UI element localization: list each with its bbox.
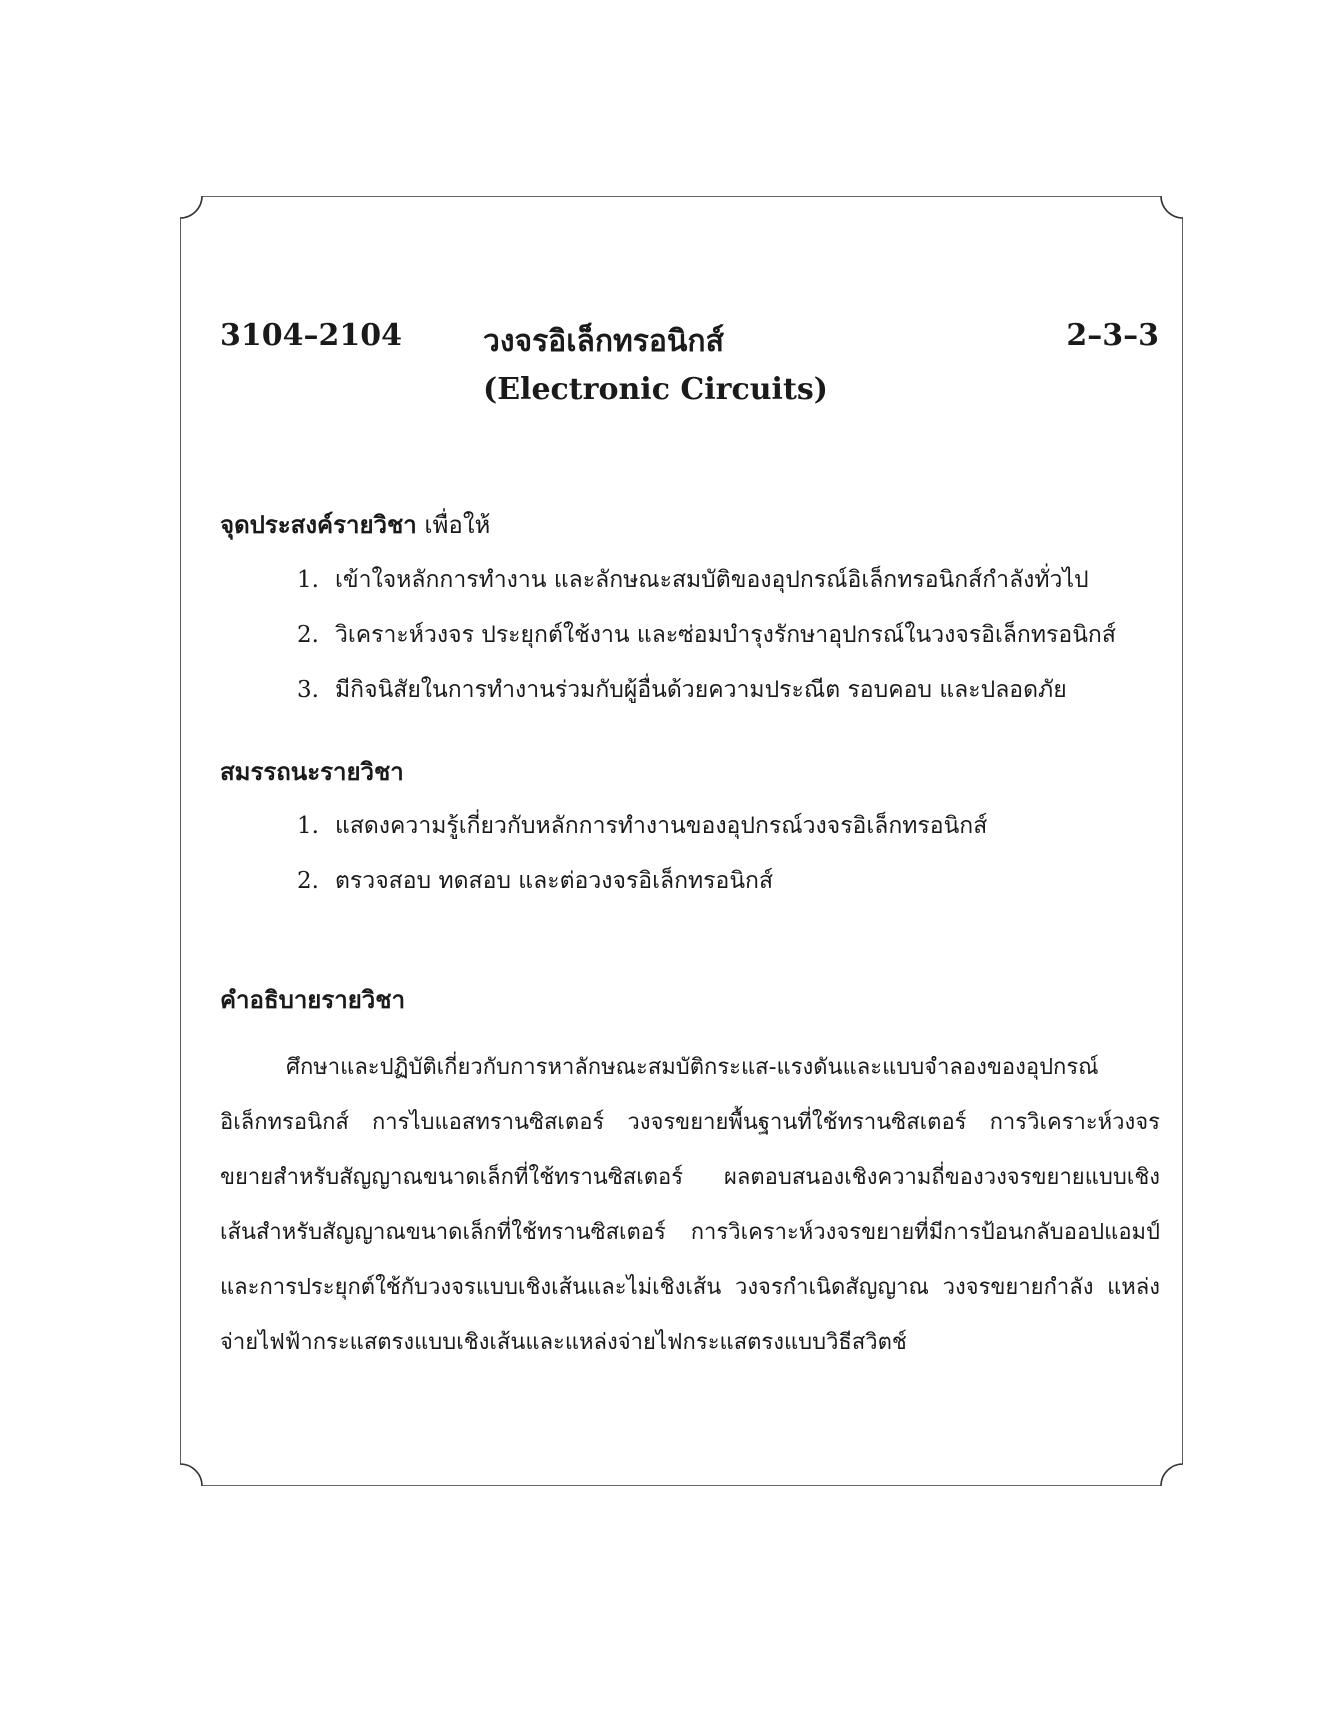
list-text: มีกิจนิสัยในการทำงานร่วมกับผู้อื่นด้วยความประณีต รอบคอบ และปลอดภัย <box>335 677 1067 703</box>
list-number: 1. <box>297 813 319 839</box>
list-text: วิเคราะห์วงจร ประยุกต์ใช้งาน และซ่อมบำรุงรักษาอุปกรณ์ในวงจรอิเล็กทรอนิกส์ <box>335 622 1116 648</box>
competency-item <box>297 863 773 899</box>
description-heading <box>220 980 405 1019</box>
list-number: 2. <box>297 868 319 894</box>
course-title-english: (Electronic Circuits) <box>483 372 828 407</box>
course-credit-hours: 2–3–3 <box>1066 318 1159 353</box>
list-number: 1. <box>297 567 319 593</box>
objective-item <box>297 672 1067 708</box>
competencies-heading <box>220 752 404 791</box>
competency-item <box>297 808 987 844</box>
list-number: 2. <box>297 622 319 648</box>
course-code: 3104–2104 <box>220 318 402 353</box>
course-title-thai: วงจรอิเล็กทรอนิกส์ <box>483 324 724 359</box>
objective-item <box>297 562 1089 598</box>
competencies-heading-label: สมรรถนะรายวิชา <box>220 758 404 786</box>
objectives-heading-suffix: เพื่อให้ <box>416 511 491 539</box>
objectives-heading <box>220 505 490 544</box>
list-text: เข้าใจหลักการทำงาน และลักษณะสมบัติของอุปกรณ์อิเล็กทรอนิกส์กำลังทั่วไป <box>335 567 1089 593</box>
description-heading-label: คำอธิบายรายวิชา <box>220 986 406 1014</box>
objectives-heading-label: จุดประสงค์รายวิชา <box>220 511 417 539</box>
objective-item <box>297 617 1116 653</box>
description-body: ศึกษาและปฏิบัติเกี่ยวกับการหาลักษณะสมบัติกระแส-แรงดันและแบบจำลองของอุปกรณ์อิเล็กทรอนิกส์ การไบแอสทรานซิสเตอร์ วงจรขยายพื้นฐานที่ใช้ทรานซิสเตอร์ การวิเคราะห์วงจรขยายสำหรับสัญญาณขนาดเล็กที่ใช้ทรานซิสเตอร์ ผลตอบสนองเชิงความถี่ของวงจรขยายแบบเชิงเส้นสำหรับสัญญาณขนาดเล็กที่ใช้ทรานซิสเตอร์ การวิเคราะห์วงจรขยายที่มีการป้อนกลับออปแอมป์และการประยุกต์ใช้กับวงจรแบบเชิงเส้นและไม่เชิงเส้น วงจรกำเนิดสัญญาณ วงจรขยายกำลัง แหล่งจ่ายไฟฟ้ากระแสตรงแบบเชิงเส้นและแหล่งจ่ายไฟกระแสตรงแบบวิธีสวิตช์ <box>220 1055 1160 1355</box>
list-text: ตรวจสอบ ทดสอบ และต่อวงจรอิเล็กทรอนิกส์ <box>335 868 774 894</box>
list-number: 3. <box>297 677 319 703</box>
list-text: แสดงความรู้เกี่ยวกับหลักการทำงานของอุปกรณ์วงจรอิเล็กทรอนิกส์ <box>335 813 988 839</box>
